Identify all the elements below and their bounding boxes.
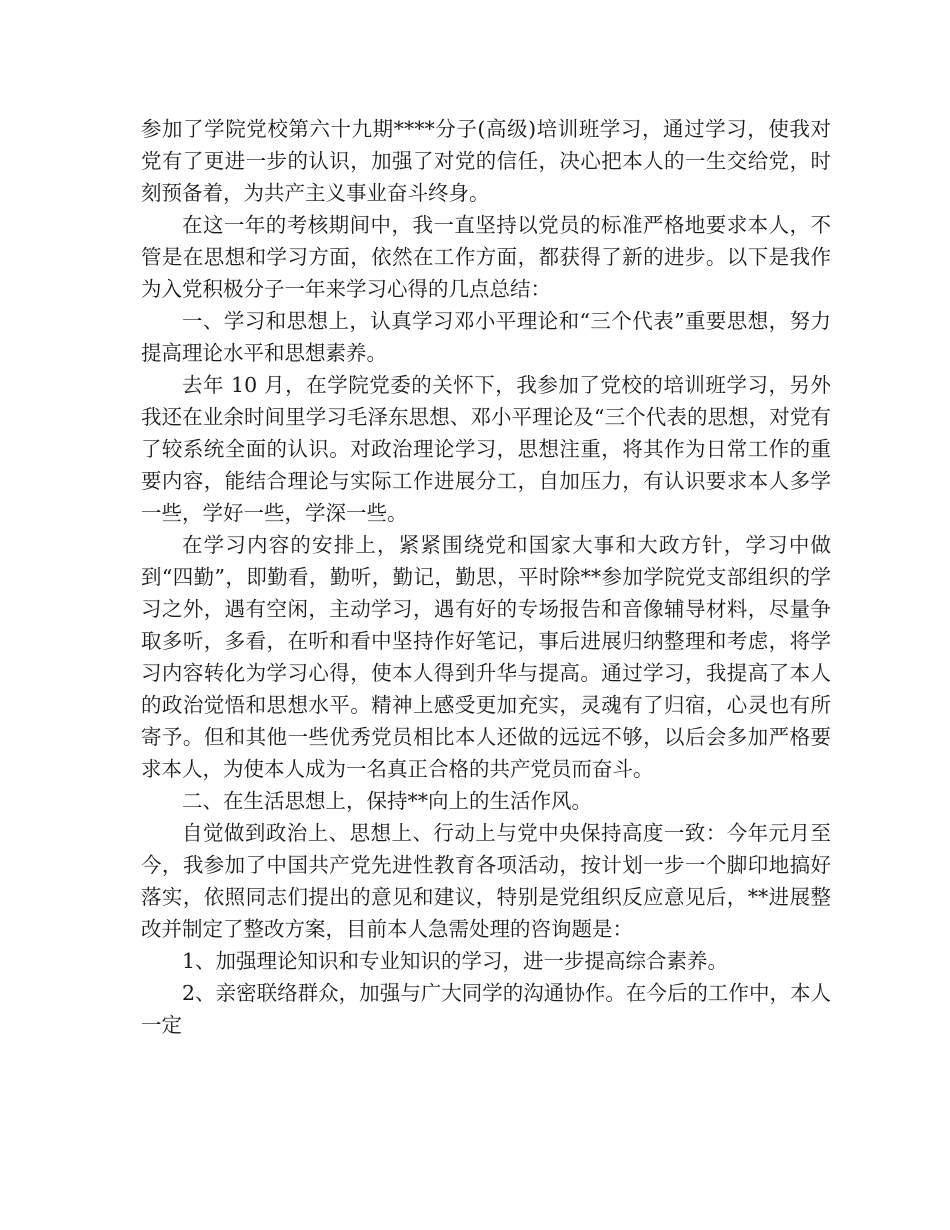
list-item-1: 1、加强理论知识和专业知识的学习，进一步提高综合素养。 [182, 949, 729, 973]
paragraph-last-october: 去年 10 月，在学院党委的关怀下，我参加了党校的培训班学习，另外我还在业余时间里学习毛泽东思想、邓小平理论及“三个代表的思想，对党有了较系统全面的认识。对政治理论学习，思想注重，将其作为日常工作的重要内容，能结合理论与实际工作进展分工，自加压力，有认识要求本人多学一些，学好一些，学深一些。 [141, 373, 831, 525]
paragraph-assessment-period: 在这一年的考核期间中，我一直坚持以党员的标准严格地要求本人，不管是在思想和学习方面，依然在工作方面，都获得了新的进步。以下是我作为入党积极分子一年来学习心得的几点总结： [141, 213, 831, 301]
paragraph-continued-intro: 参加了学院党校第六十九期****分子(高级)培训班学习，通过学习，使我对党有了更进一步的认识，加强了对党的信任，决心把本人的一生交给党，时刻预备着，为共产主义事业奋斗终身。 [141, 117, 831, 205]
list-item-2: 2、亲密联络群众，加强与广大同学的沟通协作。在今后的工作中，本人一定 [141, 981, 831, 1037]
section-heading-study-thought: 一、学习和思想上，认真学习邓小平理论和“三个代表”重要思想，努力提高理论水平和思想素养。 [141, 309, 831, 365]
paragraph-study-content: 在学习内容的安排上，紧紧围绕党和国家大事和大政方针，学习中做到“四勤”，即勤看，勤听，勤记，勤思，平时除**参加学院党支部组织的学习之外，遇有空闲，主动学习，遇有好的专场报告和音像辅导材料，尽量争取多听，多看，在听和看中坚持作好笔记，事后进展归纳整理和考虑，将学习内容转化为学习心得，使本人得到升华与提高。通过学习，我提高了本人的政治觉悟和思想水平。精神上感受更加充实，灵魂有了归宿，心灵也有所寄予。但和其他一些优秀党员相比本人还做的远远不够，以后会多加严格要求本人，为使本人成为一名真正合格的共产党员而奋斗。 [141, 533, 831, 781]
document-body [141, 113, 831, 1041]
paragraph-political-consistency: 自觉做到政治上、思想上、行动上与党中央保持高度一致：今年元月至今，我参加了中国共产党先进性教育各项活动，按计划一步一个脚印地搞好落实，依照同志们提出的意见和建议，特别是党组织反应意见后，**进展整改并制定了整改方案，目前本人急需处理的咨询题是： [141, 821, 831, 941]
section-heading-life-thought: 二、在生活思想上，保持**向上的生活作风。 [182, 789, 592, 813]
